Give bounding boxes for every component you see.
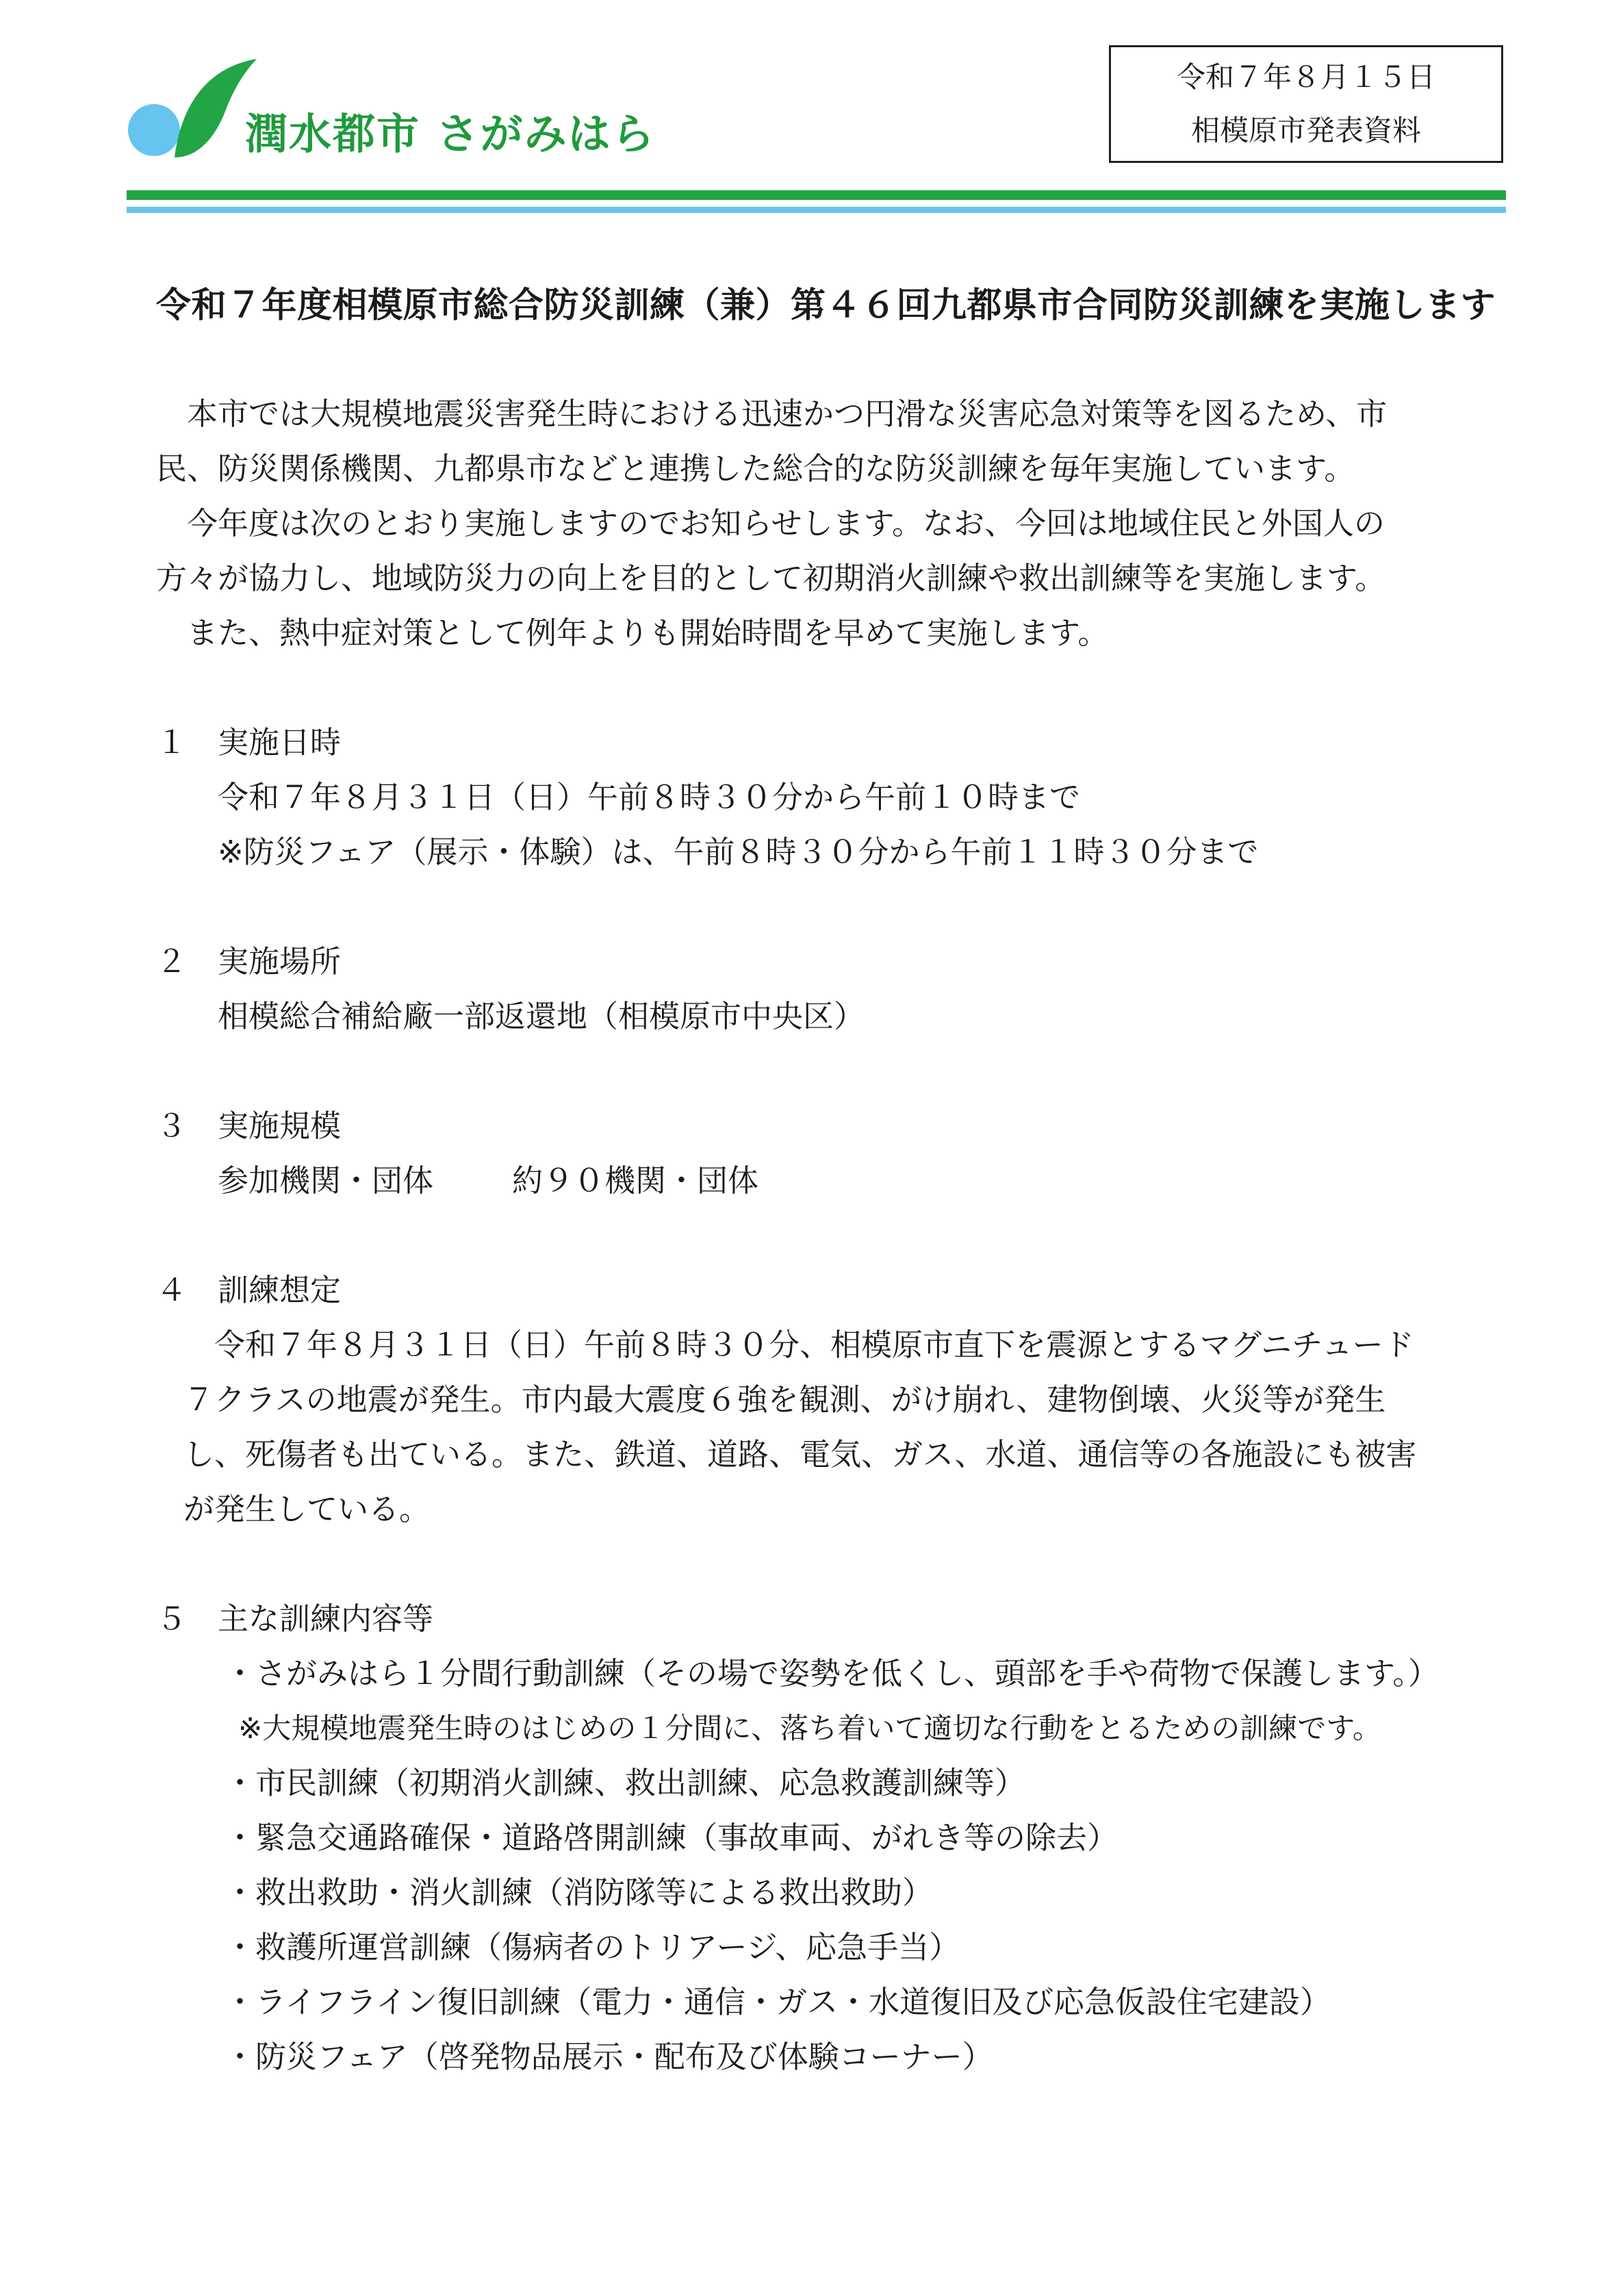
schedule-note: ※防災フェア（展示・体験）は、午前８時３０分から午前１１時３０分まで — [218, 834, 1259, 870]
header-divider-blue — [127, 207, 1506, 213]
release-date: 令和７年８月１５日 — [1176, 60, 1435, 94]
training-item: ・さがみはら１分間行動訓練（その場で姿勢を低くし、頭部を手や荷物で保護します。） — [225, 1655, 1439, 1692]
header-divider-green — [127, 190, 1506, 200]
city-logo-icon — [127, 55, 264, 168]
venue-line: 相模総合補給廠一部返還地（相模原市中央区） — [218, 998, 865, 1034]
scenario-line: ７クラスの地震が発生。市内最大震度６強を観測、がけ崩れ、建物倒壊、火災等が発生 — [183, 1381, 1386, 1418]
section-number: ５ — [156, 1600, 188, 1637]
section-venue — [156, 934, 1511, 1044]
scenario-line: が発生している。 — [183, 1491, 431, 1527]
section-schedule — [156, 715, 1511, 880]
intro-line: 民、防災関係機関、九都県市などと連携した総合的な防災訓練を毎年実施しています。 — [156, 450, 1355, 487]
document-title: 令和７年度相模原市総合防災訓練（兼）第４６回九都県市合同防災訓練を実施します — [156, 285, 1496, 326]
intro-line: 本市では大規模地震災害発生時における迅速かつ円滑な災害応急対策等を図るため、市 — [187, 396, 1388, 432]
training-item: ・救護所運営訓練（傷病者のトリアージ、応急手当） — [225, 1929, 960, 1965]
training-item: ・市民訓練（初期消火訓練、救出訓練、応急救護訓練等） — [225, 1765, 1026, 1801]
training-item: ・緊急交通路確保・道路啓開訓練（事故車両、がれき等の除去） — [225, 1820, 1119, 1856]
training-item: ・救出救助・消火訓練（消防隊等による救出救助） — [225, 1874, 934, 1911]
intro-line: 今年度は次のとおり実施しますのでお知らせします。なお、今回は地域住民と外国人の — [187, 505, 1385, 541]
section-heading: 実施規模 — [218, 1108, 342, 1144]
section-scenario — [156, 1263, 1511, 1537]
scenario-line: し、死傷者も出ている。また、鉄道、道路、電気、ガス、水道、通信等の各施設にも被害 — [183, 1436, 1417, 1472]
intro-paragraph — [156, 387, 1491, 661]
intro-line: 方々が協力し、地域防災力の向上を目的として初期消火訓練や救出訓練等を実施します。 — [156, 560, 1386, 596]
training-item: ・ライフライン復旧訓練（電力・通信・ガス・水道復旧及び応急仮設住宅建設） — [225, 1984, 1331, 2020]
section-number: ２ — [156, 943, 188, 980]
city-logo-text: 潤水都市 さがみはら — [245, 109, 656, 159]
section-heading: 主な訓練内容等 — [218, 1600, 434, 1637]
section-contents — [156, 1592, 1511, 2084]
schedule-line: 令和７年８月３１日（日）午前８時３０分から午前１０時まで — [218, 779, 1081, 815]
section-heading: 実施場所 — [218, 943, 342, 980]
section-heading: 実施日時 — [218, 724, 342, 761]
training-note: ※大規模地震発生時のはじめの１分間に、落ち着いて適切な行動をとるための訓練です。 — [238, 1711, 1381, 1745]
section-number: １ — [156, 724, 188, 761]
section-number: ３ — [156, 1108, 188, 1144]
section-number: ４ — [156, 1272, 188, 1308]
intro-line: また、熱中症対策として例年よりも開始時間を早めて実施します。 — [187, 615, 1109, 651]
scale-value: 約９０機関・団体 — [512, 1162, 759, 1199]
scale-label: 参加機関・団体 — [218, 1162, 434, 1199]
section-heading: 訓練想定 — [218, 1272, 342, 1308]
scenario-line: 令和７年８月３１日（日）午前８時３０分、相模原市直下を震源とするマグニチュード — [214, 1327, 1414, 1363]
release-source: 相模原市発表資料 — [1190, 114, 1421, 147]
release-info-box — [1109, 45, 1503, 163]
section-scale — [156, 1099, 1511, 1208]
training-item: ・防災フェア（啓発物品展示・配布及び体験コーナー） — [225, 2039, 993, 2075]
